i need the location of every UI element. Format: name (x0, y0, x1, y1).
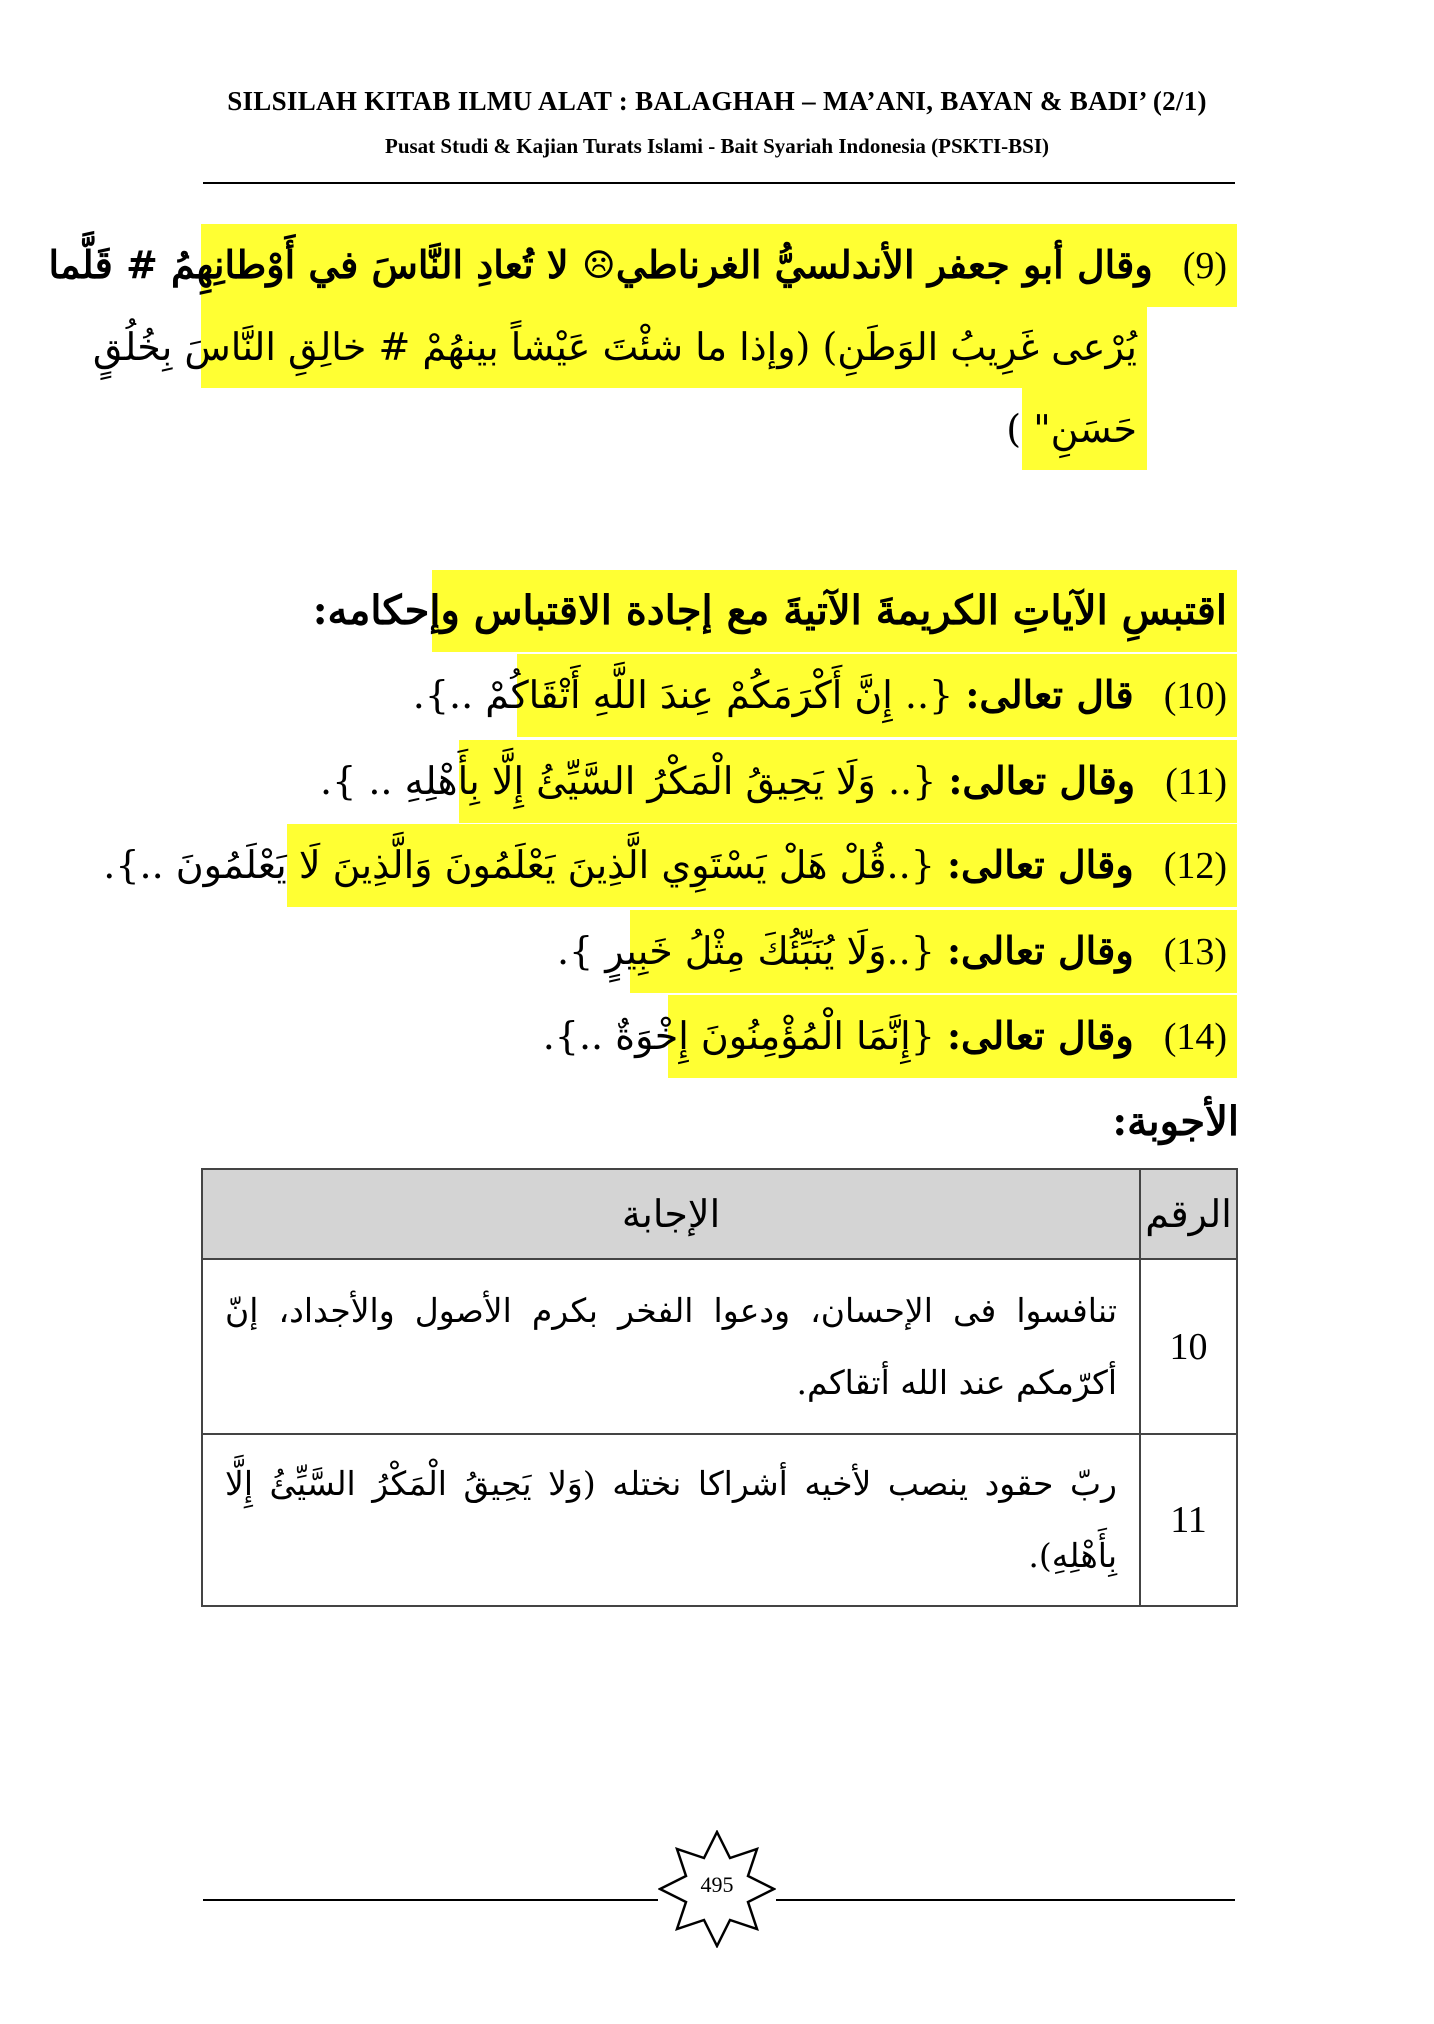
running-header-title: SILSILAH KITAB ILMU ALAT : BALAGHAH – MA’ANI, BAYAN & BADI’ (2/1) (227, 86, 1207, 116)
verse-11-intro: وقال تعالى: (948, 758, 1136, 803)
item-9-line-1 (48, 224, 1237, 307)
table-header-row (202, 1169, 1237, 1259)
item-9-text-2: يُرْعى غَرِيبُ الوَطَنِ) (وإذا ما شئْتَ عَيْشاً بينهُمْ # خالِقِ النَّاسَ بِخُلُقٍ (92, 325, 1137, 369)
item-9-line-3 (1006, 388, 1147, 470)
item-9-number: (9) (1182, 245, 1227, 287)
verse-13-number: (13) (1163, 931, 1227, 973)
verse-13-text: {..وَلَا يُنَبِّئُكَ مِثْلُ خَبِيرٍ }. (556, 929, 935, 973)
verse-13-intro: وقال تعالى: (946, 928, 1134, 973)
instruction-heading: اقتبسِ الآياتِ الكريمةَ الآتيةَ مع إجادة الاقتباس وإحكامه: (432, 570, 1237, 652)
verse-11-text: {.. وَلَا يَحِيقُ الْمَكْرُ السَّيِّئُ إِلَّا بِأَهْلِهِ .. }. (320, 759, 937, 803)
row-number: 11 (1140, 1434, 1237, 1606)
verse-10-intro: قال تعالى: (965, 672, 1134, 717)
item-9-text-1: وقال أبو جعفر الأندلسيُّ الغرناطي☹ لا تُعادِ النَّاسَ في أَوْطانِهِمُ # قَلَّما (48, 242, 1153, 287)
header-number: الرقم (1140, 1169, 1237, 1259)
item-9-line-2 (92, 306, 1147, 388)
verse-14-intro: وقال تعالى: (946, 1013, 1134, 1058)
answers-label: الأجوبة: (1112, 1098, 1239, 1145)
verse-10-text: {.. إِنَّ أَكْرَمَكُمْ عِندَ اللَّهِ أَتْقَاكُمْ ..}. (412, 673, 954, 717)
verse-12 (103, 824, 1237, 907)
item-9-text-3: حَسَنِ" ) (1006, 407, 1137, 451)
header-answer: الإجابة (202, 1169, 1140, 1259)
verse-14-number: (14) (1163, 1016, 1227, 1058)
row-answer: تنافسوا فى الإحسان، ودعوا الفخر بكرم الأصول والأجداد، إنّ أكرّمكم عند الله أتقاكم. (202, 1259, 1140, 1434)
row-answer: ربّ حقود ينصب لأخيه أشراكا نختله (وَلا يَحِيقُ الْمَكْرُ السَّيِّئُ إِلَّا بِأَهْلِهِ). (202, 1434, 1140, 1606)
verse-12-text: {..قُلْ هَلْ يَسْتَوِي الَّذِينَ يَعْلَمُونَ وَالَّذِينَ لَا يَعْلَمُونَ ..}. (103, 843, 935, 887)
table-row (202, 1259, 1237, 1434)
verse-14 (542, 995, 1237, 1078)
answers-table (201, 1168, 1238, 1607)
running-header-subtitle: Pusat Studi & Kajian Turats Islami - Bait Syariah Indonesia (PSKTI-BSI) (385, 134, 1049, 158)
verse-10-number: (10) (1163, 675, 1227, 717)
verse-14-text: {إِنَّمَا الْمُؤْمِنُونَ إِخْوَةٌ ..}. (542, 1014, 935, 1058)
verse-12-number: (12) (1163, 845, 1227, 887)
footer-rule-right (776, 1899, 1235, 1901)
verse-12-intro: وقال تعالى: (946, 842, 1134, 887)
verse-11 (320, 740, 1237, 823)
verse-10 (412, 654, 1237, 737)
verse-11-number: (11) (1165, 761, 1227, 803)
page-number: 495 (700, 1872, 734, 1897)
verse-13 (556, 910, 1237, 993)
header-divider (203, 182, 1235, 184)
table-row (202, 1434, 1237, 1606)
row-number: 10 (1140, 1259, 1237, 1434)
footer-rule-left (203, 1899, 658, 1901)
